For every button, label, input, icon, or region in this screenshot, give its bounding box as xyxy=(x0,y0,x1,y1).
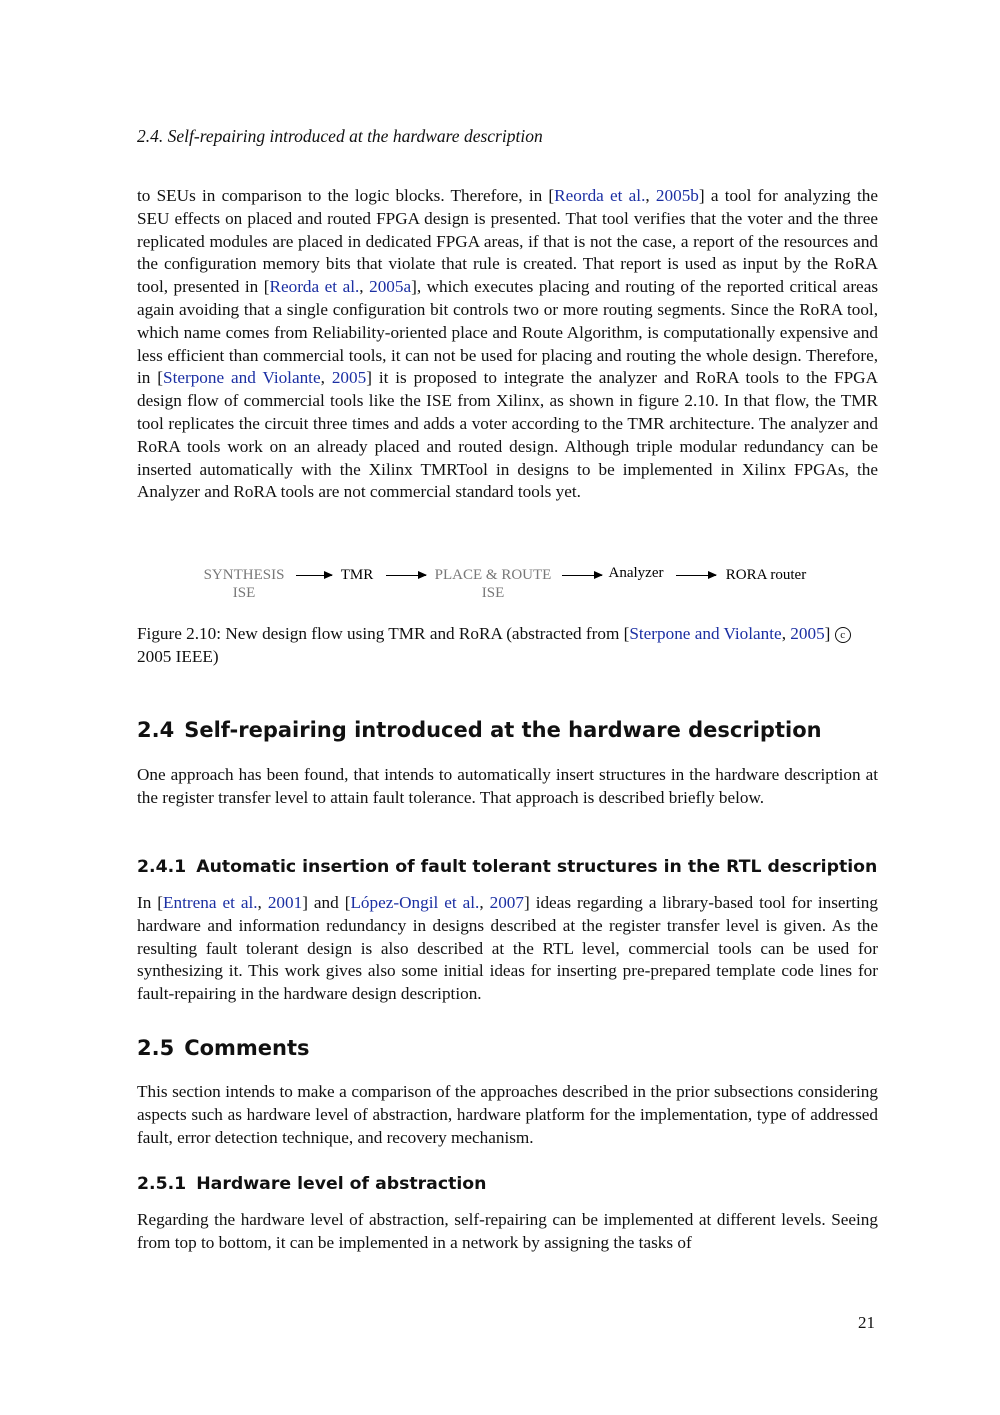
text-run: In [ xyxy=(137,893,164,912)
flow-node-rora-router-label: RORA router xyxy=(725,567,807,583)
flow-arrow-2 xyxy=(386,575,426,576)
section-2-5-paragraph xyxy=(137,1081,878,1149)
section-2-5-1-paragraph xyxy=(137,1209,878,1255)
subsection-heading-2-5-1 xyxy=(137,1174,486,1194)
text-run: , xyxy=(359,277,370,297)
section-title: Comments xyxy=(184,1036,310,1060)
text-run: 2005 IEEE) xyxy=(137,647,219,666)
flow-node-place-route-label: PLACE & ROUTE xyxy=(434,567,552,583)
text-run: , xyxy=(257,893,268,912)
text-run: ], which executes placing and routing of the reported critical areas again avoiding that a single configuration bit controls two or more routing segments. Since the RoRA tool, which name comes from Reliability-oriented place and Route Algorithm, is computationally expensive and less efficient than commercial tools, it can not be used for placing and routing the whole design. Therefore, in [ xyxy=(137,277,879,388)
text-run: ] xyxy=(824,624,835,643)
copyright-symbol: c xyxy=(835,627,851,643)
flow-node-analyzer xyxy=(604,564,668,582)
text-run: , xyxy=(320,368,332,388)
flow-node-tmr-label: TMR xyxy=(340,567,374,583)
flow-arrow-4 xyxy=(676,575,716,576)
text-run: ] ideas regarding a library-based tool for inserting hardware and information redundancy in designs described at the register transfer level is given. As the resulting fault tolerant design is also described at the RTL level, commercial tools can be used for synthesizing it. This work gives also some initial ideas for inserting pre-prepared template code lines for fault-repairing in the hardware design description. xyxy=(137,893,878,1004)
text-run: ] it is proposed to integrate the analyzer and RoRA tools to the FPGA design flow of commercial tools like the ISE from Xilinx, as shown in figure 2.10. In that flow, the TMR tool replicates the circuit three times and adds a voter according to the TMR architecture. The analyzer and RoRA tools work on an already placed and routed design. Although triple modular redundancy can be inserted automatically with the Xilinx TMRTool in designs to be implemented in Xilinx FPGAs, the Analyzer and RoRA tools are not commercial standard tools yet. xyxy=(137,368,879,502)
subsection-title: Automatic insertion of fault tolerant structures in the RTL description xyxy=(196,857,878,877)
subsection-title: Hardware level of abstraction xyxy=(196,1174,487,1194)
subsection-number: 2.4.1 xyxy=(137,857,187,877)
text-run: to SEUs in comparison to the logic blocks. Therefore, in [ xyxy=(137,186,555,205)
citation-link[interactable]: Reorda et al. xyxy=(269,277,360,297)
flow-node-place-route xyxy=(428,566,558,602)
text-run: ] and [ xyxy=(302,893,351,912)
design-flow-diagram xyxy=(190,562,830,610)
citation-link[interactable]: 2005a xyxy=(369,277,412,297)
running-head: 2.4. Self-repairing introduced at the hardware description xyxy=(137,126,543,146)
section-2-4-paragraph-text xyxy=(137,764,878,810)
subsection-number: 2.5.1 xyxy=(137,1174,187,1194)
flow-node-synthesis-label: SYNTHESIS xyxy=(203,567,285,583)
text-run: Regarding the hardware level of abstraction, self-repairing can be implemented at different levels. Seeing from top to bottom, it can be implemented in a network by assigning the tasks of xyxy=(137,1210,878,1252)
flow-node-synthesis-sub: ISE xyxy=(232,585,256,601)
flow-node-place-route-sub: ISE xyxy=(481,585,505,601)
text-run: , xyxy=(781,624,791,643)
intro-paragraph-text xyxy=(137,185,878,504)
section-heading-2-5 xyxy=(137,1036,310,1060)
section-2-4-1-paragraph xyxy=(137,892,878,1006)
text-run: , xyxy=(479,893,490,912)
section-2-4-1-paragraph-text xyxy=(137,892,878,1006)
flow-node-rora-router xyxy=(718,566,814,584)
flow-arrow-3 xyxy=(562,575,602,576)
citation-link[interactable]: 2005 xyxy=(790,624,825,643)
citation-link[interactable]: Sterpone and Violante xyxy=(163,368,321,388)
page-number: 21 xyxy=(858,1313,875,1332)
citation-link[interactable]: 2005 xyxy=(331,368,367,388)
citation-link[interactable]: Sterpone and Violante xyxy=(629,624,782,643)
text-run: ] a tool for analyzing the SEU effects on placed and routed FPGA design is presented. That tool verifies that the voter and the three replicated modules are placed in dedicated FPGA areas, if that is not the case, a report of the resources and the configuration memory bits that violate that rule is created. That report is used as input by the RoRA tool, presented in [ xyxy=(137,186,878,297)
citation-link[interactable]: 2007 xyxy=(489,893,524,912)
section-2-5-1-paragraph-text xyxy=(137,1209,878,1255)
citation-link[interactable]: López-Ongil et al. xyxy=(350,893,480,912)
section-2-5-paragraph-text xyxy=(137,1081,878,1149)
section-heading-2-4 xyxy=(137,718,822,742)
flow-node-tmr xyxy=(337,566,377,584)
citation-link[interactable]: Entrena et al. xyxy=(163,893,258,912)
text-run: This section intends to make a comparison of the approaches described in the prior subsections considering aspects such as hardware level of abstraction, hardware platform for the implementation, type of addressed fault, error detection technique, and recovery mechanism. xyxy=(137,1082,878,1147)
text-run: Figure 2.10: New design flow using TMR and RoRA (abstracted from [ xyxy=(137,624,630,643)
figure-caption xyxy=(137,622,878,668)
text-run: , xyxy=(645,186,656,205)
section-number: 2.5 xyxy=(137,1036,175,1060)
citation-link[interactable]: 2001 xyxy=(267,893,303,912)
section-number: 2.4 xyxy=(137,718,175,742)
citation-link[interactable]: Reorda et al. xyxy=(554,186,646,205)
flow-node-analyzer-label: Analyzer xyxy=(608,565,664,581)
subsection-heading-2-4-1 xyxy=(137,857,877,877)
intro-paragraph xyxy=(137,185,878,504)
citation-link[interactable]: 2005b xyxy=(655,186,699,205)
section-title: Self-repairing introduced at the hardware description xyxy=(184,718,822,742)
section-2-4-paragraph xyxy=(137,764,878,810)
text-run: One approach has been found, that intends to automatically insert structures in the hardware description at the register transfer level to attain fault tolerance. That approach is described briefly below. xyxy=(137,765,878,807)
flow-arrow-1 xyxy=(296,575,332,576)
flow-node-synthesis xyxy=(198,566,290,602)
